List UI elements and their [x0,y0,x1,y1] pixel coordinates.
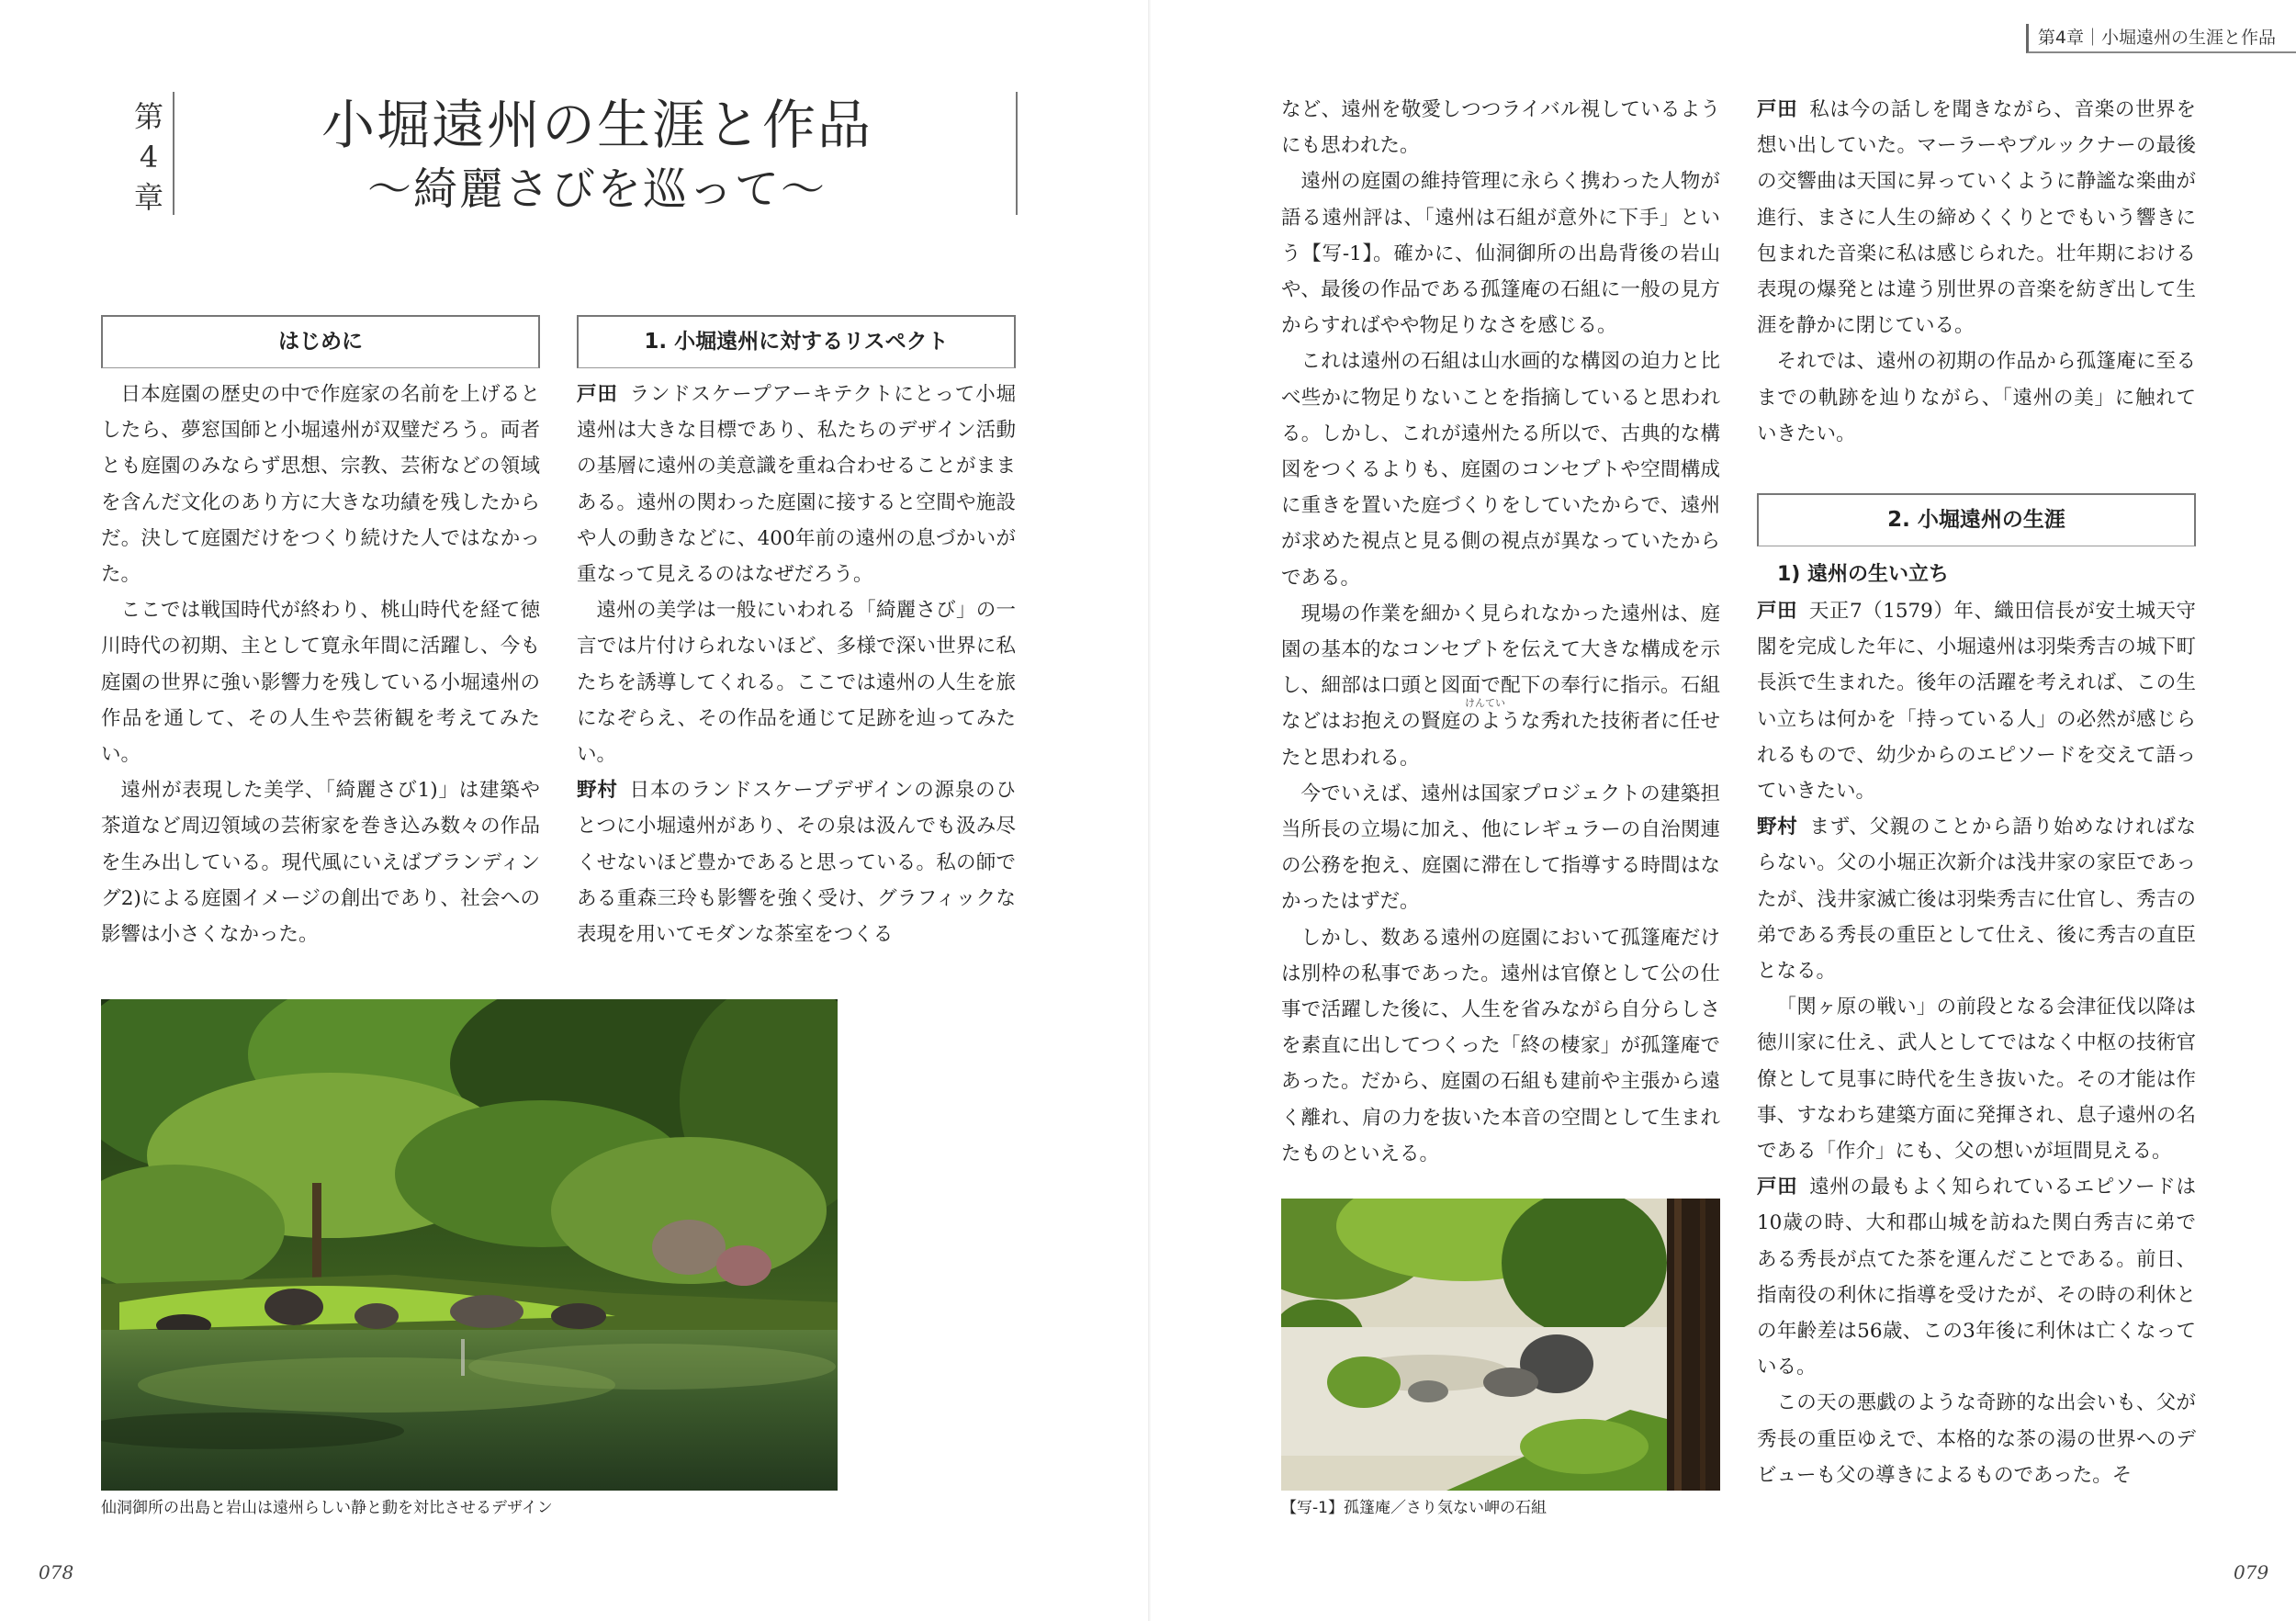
ruby-annotation: けんてい [1465,697,1505,709]
page-number-right: 079 [2234,1561,2269,1583]
photo-caption-right: 【写-1】孤篷庵／さり気ない岬の石組 [1281,1499,1547,1517]
speaker-name: 戸田 [1757,1176,1798,1199]
dialogue-text: この天の悪戯のような奇跡的な出会いも、父が秀長の重臣ゆえで、本格的な茶の湯の世界へのデビューも父の導きによるものであった。そ [1757,1391,2196,1487]
subsection-heading: 1) 遠州の生い立ち [1777,563,1950,586]
title-rule-left [173,92,174,215]
intro-paragraph: 日本庭園の歴史の中で作庭家の名前を上げるとしたら、夢窓国師と小堀遠州が双璧だろう。両者とも庭園のみならず思想、宗教、芸術などの領域を含んだ文化のあり方に大きな功績を残したからだ。決して庭園だけをつくり続けた人ではなかった。 [101,383,540,587]
dialogue-text: 遠州の美学は一般にいわれる「綺麗さび」の一言では片付けられないほど、多様で深い世界に私たちを誘導してくれる。ここでは遠州の人生を旅になぞらえ、その作品を通じて足跡を辿ってみたい。 [577,599,1016,767]
dialogue-text: 日本のランドスケープデザインの源泉のひとつに小堀遠州があり、その泉は汲んでも汲み尽くせないほど豊かであると思っている。私の師である重森三玲も影響を強く受け、グラフィックな表現を用いてモダンな茶室をつくる [577,779,1016,947]
photo-caption-left: 仙洞御所の出島と岩山は遠州らしい静と動を対比させるデザイン [101,1499,553,1517]
dialogue-paragraph [1757,989,2196,1169]
section-heading-intro: はじめに [101,315,540,368]
speaker-name: 野村 [1757,816,1798,839]
speaker-name: 戸田 [1757,98,1798,121]
page-number-left: 078 [39,1561,74,1583]
dialogue-text: それでは、遠州の初期の作品から孤篷庵に至るまでの軌跡を辿りながら、「遠州の美」に触れていきたい。 [1757,350,2196,445]
dialogue-paragraph [1757,593,2196,809]
dialogue-text: ランドスケープアーキテクトにとって小堀遠州は大きな目標であり、私たちのデザイン活動の基層に遠州の美意識を重ね合わせることがままある。遠州の関わった庭園に接すると空間や施設や人の動きなどに、400年前の遠州の息づかいが重なって見えるのはなぜだろう。 [577,383,1016,587]
speaker-name: 野村 [577,779,618,803]
dialogue-text: まず、父親のことから語り始めなければならない。父の小堀正次新介は浅井家の家臣であったが、浅井家滅亡後は羽柴秀吉に仕官し、秀吉の弟である秀長の重臣として仕え、後に秀吉の直臣となる。 [1757,816,2196,984]
body-paragraph: しかし、数ある遠州の庭園において孤篷庵だけは別枠の私事であった。遠州は官僚として公の仕事で活躍した後に、人生を省みながら自分らしさを素直に出してつくった「終の棲家」が孤篷庵であった。だから、庭園の石組も建前や主張から遠く離れ、肩の力を抜いた本音の空間として生まれたものといえる。 [1281,926,1720,1165]
intro-paragraph: ここでは戦国時代が終わり、桃山時代を経て徳川時代の初期、主として寛永年間に活躍し、今も庭園の世界に強い影響力を残している小堀遠州の作品を通して、その人生や芸術観を考えてみたい。 [101,599,540,767]
body-paragraph: 今でいえば、遠州は国家プロジェクトの建築担当所長の立場に加え、他にレギュラーの自治関連の公務を抱え、庭園に滞在して指導する時間はなかったはずだ。 [1281,782,1720,914]
title-rule-right [1016,92,1018,215]
body-paragraph: 現場の作業を細かく見られなかった遠州は、庭園の基本的なコンセプトを伝えて大きな構成を示し、細部は口頭と図面で配下の奉行に指示。石組などはお抱えの賢庭のような秀れた技術者に任せたと思われる。 [1281,602,1720,770]
speaker-name: 戸田 [577,383,618,406]
dialogue-text: 遠州の最もよく知られているエピソードは10歳の時、大和郡山城を訪ねた関白秀吉に弟である秀長が点てた茶を運んだことである。前日、指南役の利休に指導を受けたが、その時の利休との年齢差は56歳、この3年後に利休は亡くなっている。 [1757,1176,2196,1379]
dialogue-paragraph [577,377,1016,592]
stone-garden-photo [1281,1199,1720,1491]
chapter-subtitle: 〜綺麗さびを巡って〜 [366,163,827,215]
chapter-label-char: 第 [133,99,163,134]
chapter-label-char: 4 [139,140,159,174]
chapter-label-char: 章 [133,180,163,215]
dialogue-paragraph [1757,1169,2196,1385]
section-heading-respect: 1. 小堀遠州に対するリスペクト [577,315,1016,368]
speaker-name: 戸田 [1757,600,1798,623]
dialogue-text: 天正7（1579）年、織田信長が安土城天守閣を完成した年に、小堀遠州は羽柴秀吉の城下町長浜で生まれた。後年の活躍を考えれば、この生い立ちは何かを「持っている人」の必然が感じられるもので、幼少からのエピソードを交えて語っていきたい。 [1757,600,2196,804]
running-header: 第4章｜小堀遠州の生涯と作品 [2026,24,2296,53]
right-column-2-top [1757,92,2196,452]
body-paragraph: など、遠州を敬愛しつつライバル視しているようにも思われた。 [1281,98,1720,158]
dialogue-text: 「関ヶ原の戦い」の前段となる会津征伐以降は徳川家に仕え、武人としてではなく中枢の技術官僚として見事に時代を生き抜いた。その才能は作事、すなわち建築方面に発揮され、息子遠州の名である「作介」にも、父の想いが垣間見える。 [1757,996,2196,1164]
body-paragraph: これは遠州の石組は山水画的な構図の迫力と比べ些かに物足りないことを指摘していると思われる。しかし、これが遠州たる所以で、古典的な構図をつくるよりも、庭園のコンセプトや空間構成に重きを置いた庭づくりをしていたからで、遠州が求めた視点と見る側の視点が異なっていたからである。 [1281,350,1720,590]
intro-paragraph: 遠州が表現した美学、「綺麗さび1)」は建築や茶道など周辺領域の芸術家を巻き込み数々の作品を生み出している。現代風にいえばブランディング2)による庭園イメージの創出であり、社会への影響は小さくなかった。 [101,779,540,947]
page-gutter [1148,0,1151,1621]
life-column [1757,557,2196,1493]
respect-column [577,377,1016,952]
intro-column [101,377,540,952]
dialogue-paragraph [1757,343,2196,452]
dialogue-paragraph [1757,809,2196,989]
dialogue-paragraph [1757,1385,2196,1493]
body-paragraph: 遠州の庭園の維持管理に永らく携わった人物が語る遠州評は、「遠州は石組が意外に下手」という【写-1】。確かに、仙洞御所の出島背後の岩山や、最後の作品である孤篷庵の石組に一般の見方からすればやや物足りなさを感じる。 [1281,170,1720,338]
dialogue-paragraph [1757,92,2196,343]
dialogue-paragraph [577,592,1016,772]
garden-pond-photo [101,999,838,1491]
section-heading-life: 2. 小堀遠州の生涯 [1757,493,2196,546]
dialogue-text: 私は今の話しを聞きながら、音楽の世界を想い出していた。マーラーやブルックナーの最後の交響曲は天国に昇っていくように静謐な楽曲が進行、まさに人生の締めくくりとでもいう響きに包まれた音楽に私は感じられた。壮年期における表現の爆発とは違う別世界の音楽を紡ぎ出して生涯を静かに閉じている。 [1757,98,2196,338]
chapter-title: 小堀遠州の生涯と作品 [321,94,872,156]
chapter-label [129,96,169,218]
right-column-1 [1281,92,1720,1172]
dialogue-paragraph [577,772,1016,952]
